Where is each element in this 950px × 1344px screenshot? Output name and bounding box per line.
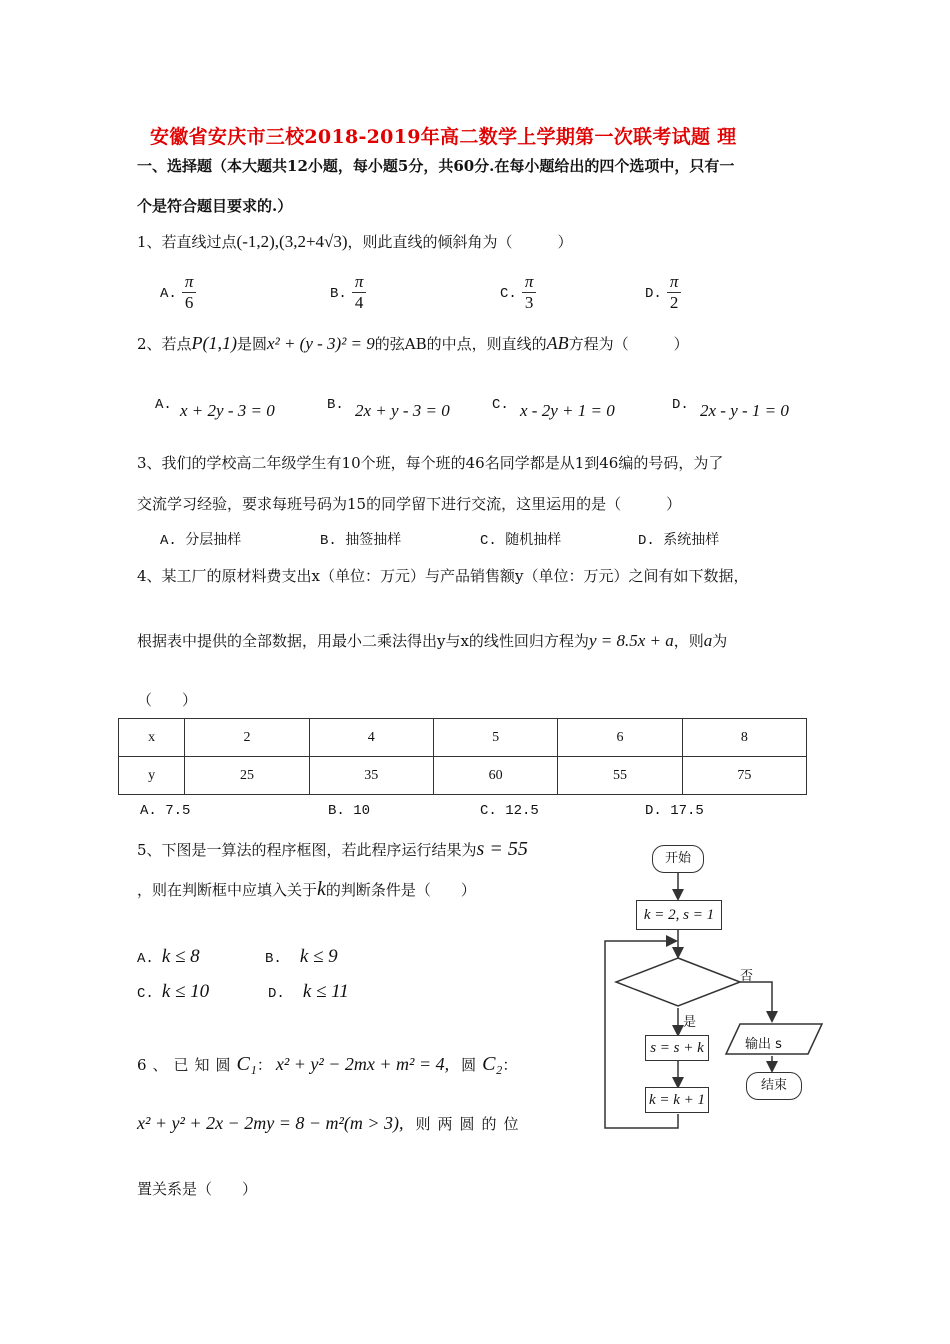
q5-line2: ，则在判断框中应填入关于k的判断条件是（ ） [137, 878, 476, 900]
q2-option-c-eq: x - 2y + 1 = 0 [520, 401, 615, 420]
question-2: 2、若点P(1,1)是圆x² + (y - 3)² = 9的弦AB的中点，则直线的AB方程为（ ） [137, 333, 689, 353]
flowchart-update-k: k = k + 1 [645, 1087, 709, 1113]
q4-option-b: B. 10 [328, 803, 371, 819]
flowchart-end: 结束 [746, 1072, 802, 1100]
table-cell: x [119, 719, 185, 757]
q2-option-d: D. [672, 397, 689, 413]
section-header-line1: 一、选择题（本大题共12小题，每小题5分，共60分.在每小题给出的四个选项中，只有一 [137, 157, 735, 175]
q6-c1-eq: x² + y² − 2mx + m² = 4, [275, 1054, 450, 1074]
q2-option-d-eq: 2x - y - 1 = 0 [700, 401, 789, 420]
q6-c2: C₂ [482, 1053, 503, 1075]
table-cell: 6 [558, 719, 682, 757]
q5-option-c: C. k ≤ 10 [137, 981, 210, 1002]
q4-option-d: D. 17.5 [645, 803, 704, 819]
fraction: $\frac{\pi}{3}$ [522, 272, 537, 313]
q2-option-b: B. [327, 397, 344, 413]
table-row [119, 719, 807, 757]
q1-option-c: C. $\frac{\pi}{3}$ [500, 272, 536, 313]
table-cell: 8 [682, 719, 806, 757]
q2-option-b-eq: 2x + y - 3 = 0 [355, 401, 450, 420]
q4-line2: 根据表中提供的全部数据，用最小二乘法得出y与x的线性回归方程为y = 8.5x + a，则a为 [137, 631, 728, 650]
decision-diamond [616, 958, 740, 1006]
q2-point: P(1,1) [191, 333, 238, 353]
q3-option-c: C. 随机抽样 [480, 533, 562, 549]
fraction: $\frac{\pi}{4}$ [352, 272, 367, 313]
q3-option-d: D. 系统抽样 [638, 533, 720, 549]
table-cell: 35 [309, 757, 433, 795]
q3-option-b: B. 抽签抽样 [320, 533, 402, 549]
section-header-line2: 个是符合题目要求的.） [137, 197, 293, 215]
table-cell: 55 [558, 757, 682, 795]
flowchart [600, 838, 840, 1138]
flowchart-yes-label: 是 [683, 1015, 697, 1030]
q6-line1: 6、已知圆C₁： x² + y² − 2mx + m² = 4, 圆C₂： [137, 1053, 518, 1075]
q5-result: s = 55 [476, 838, 528, 860]
q5-option-b: B. k ≤ 9 [265, 946, 338, 967]
q4-equation: y = 8.5x + a [588, 631, 674, 650]
q3-line2: 交流学习经验，要求每班号码为15的同学留下进行交流，这里运用的是（ ） [137, 495, 682, 513]
table-cell: 2 [185, 719, 309, 757]
q6-c2-eq: x² + y² + 2x − 2my = 8 − m²(m > 3), [137, 1113, 404, 1133]
table-cell: 60 [433, 757, 557, 795]
fraction: $\frac{\pi}{6}$ [182, 272, 197, 313]
table-cell: 5 [433, 719, 557, 757]
table-cell: 25 [185, 757, 309, 795]
flowchart-start: 开始 [652, 845, 704, 873]
q6-line2: x² + y² + 2x − 2my = 8 − m²(m > 3), 则两圆的位 [137, 1113, 526, 1133]
q6-c1: C₁ [236, 1053, 257, 1075]
q4-option-a: A. 7.5 [140, 803, 191, 819]
q1-suffix: ，则此直线的倾斜角为（ ） [347, 233, 573, 251]
flowchart-output: 输出 s [745, 1037, 782, 1052]
q5-line1: 5、下图是一算法的程序框图，若此程序运行结果为s = 55 [137, 838, 528, 860]
q4-line1: 4、某工厂的原材料费支出x（单位：万元）与产品销售额y（单位：万元）之间有如下数据， [137, 567, 749, 585]
q1-option-a: A. $\frac{\pi}{6}$ [160, 272, 196, 313]
q3-line1: 3、我们的学校高二年级学生有10个班，每个班的46名同学都是从1到46编的号码，为了 [137, 454, 724, 472]
q2-option-c: C. [492, 397, 509, 413]
table-cell: y [119, 757, 185, 795]
flowchart-no-label: 否 [740, 969, 754, 984]
flow-arrow [740, 982, 772, 1020]
flowchart-init: k = 2, s = 1 [636, 900, 722, 930]
q2-circle: x² + (y - 3)² = 9 [267, 334, 375, 353]
q2-ab: AB [546, 333, 569, 353]
q4-option-c: C. 12.5 [480, 803, 539, 819]
q1-points: (-1,2),(3,2+4√3) [236, 232, 348, 251]
question-1 [137, 231, 573, 252]
q6-line3: 置关系是（ ） [137, 1180, 258, 1198]
table-row [119, 757, 807, 795]
table-cell: 4 [309, 719, 433, 757]
q4-var-a: a [703, 631, 713, 650]
q1-option-d: D. $\frac{\pi}{2}$ [645, 272, 681, 313]
q5-option-d: D. k ≤ 11 [268, 981, 349, 1002]
data-table [118, 718, 807, 795]
q1-prefix: 1、若直线过点 [137, 233, 237, 251]
q1-option-b: B. $\frac{\pi}{4}$ [330, 272, 366, 313]
q3-option-a: A. 分层抽样 [160, 533, 242, 549]
q5-option-a: A. k ≤ 8 [137, 946, 200, 967]
fraction: $\frac{\pi}{2}$ [667, 272, 682, 313]
page-title: 安徽省安庆市三校2018-2019年高二数学上学期第一次联考试题 理 [150, 126, 737, 148]
q5-var-k: k [317, 878, 326, 900]
flowchart-update-s: s = s + k [645, 1035, 709, 1061]
table-cell: 75 [682, 757, 806, 795]
q2-option-a: A. [155, 397, 172, 413]
q2-option-a-eq: x + 2y - 3 = 0 [180, 401, 275, 420]
q4-paren: （ ） [137, 691, 198, 709]
